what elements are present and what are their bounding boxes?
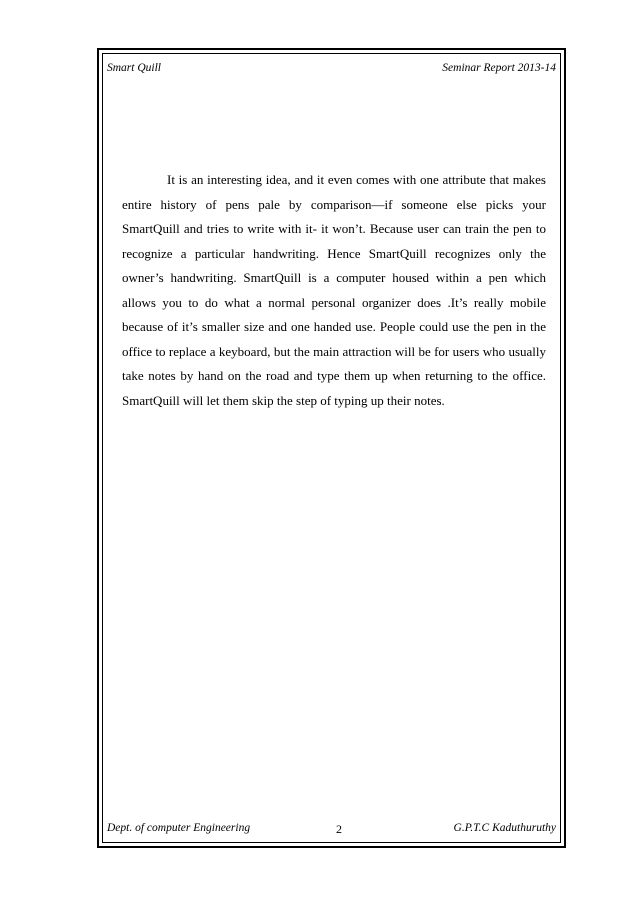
header-report-label: Seminar Report 2013-14 — [442, 62, 556, 74]
page-number: 2 — [336, 822, 342, 836]
body-paragraph: It is an interesting idea, and it even comes with one attribute that makes entire history of pens pale by comparison—if someone else picks your SmartQuill and tries to write with it- it won’t. Because user can train the pen to recognize a particular handwriting. Hence SmartQuill recognizes only the owner’s handwriting. SmartQuill is a computer housed within a pen which allows you to do what a normal personal organizer does .It’s really mobile because of it’s smaller size and one handed use. People could use the pen in the office to replace a keyboard, but the main attraction will be for users who usually take notes by hand on the road and type them up when returning to the office. SmartQuill will let them skip the step of typing up their notes. — [122, 172, 546, 408]
header-title: Smart Quill — [107, 62, 161, 74]
footer-department: Dept. of computer Engineering — [107, 822, 251, 834]
footer-institution: G.P.T.C Kaduthuruthy — [453, 822, 556, 834]
